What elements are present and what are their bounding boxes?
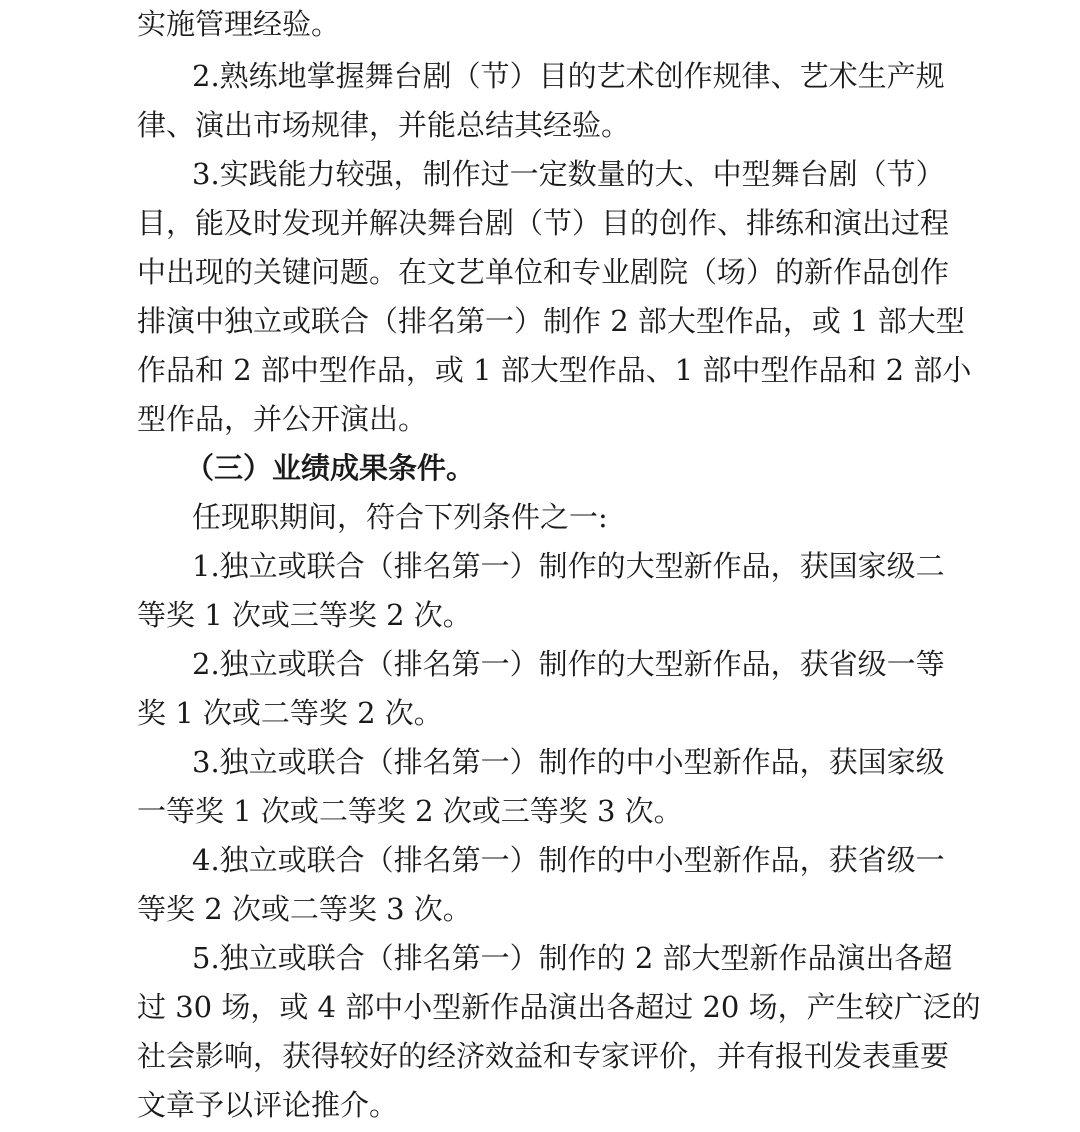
text-line: 等奖 2 次或二等奖 3 次。 [137,892,472,926]
text-line: 实施管理经验。 [137,7,341,41]
text-line: 3.实践能力较强，制作过一定数量的大、中型舞台剧（节） [192,157,945,191]
text-line: 社会影响，获得较好的经济效益和专家评价，并有报刊发表重要 [137,1039,950,1073]
text-line: 一等奖 1 次或二等奖 2 次或三等奖 3 次。 [137,794,683,828]
text-line: 型作品，并公开演出。 [137,402,428,436]
text-line: 4.独立或联合（排名第一）制作的中小型新作品，获省级一 [192,843,945,877]
text-line: 律、演出市场规律，并能总结其经验。 [137,108,631,142]
text-line: 过 30 场，或 4 部中小型新作品演出各超过 20 场，产生较广泛的 [137,990,981,1024]
text-line: 目，能及时发现并解决舞台剧（节）目的创作、排练和演出过程 [137,206,950,240]
text-line: 5.独立或联合（排名第一）制作的 2 部大型新作品演出各超 [192,941,953,975]
text-line: 中出现的关键问题。在文艺单位和专业剧院（场）的新作品创作 [137,255,950,289]
text-line: 1.独立或联合（排名第一）制作的大型新作品，获国家级二 [192,549,945,583]
text-line: 2.独立或联合（排名第一）制作的大型新作品，获省级一等 [192,647,945,681]
text-line: 奖 1 次或二等奖 2 次。 [137,696,443,730]
text-line: 作品和 2 部中型作品，或 1 部大型作品、1 部中型作品和 2 部小 [137,353,972,387]
text-line: 等奖 1 次或三等奖 2 次。 [137,598,472,632]
text-line: 2.熟练地掌握舞台剧（节）目的艺术创作规律、艺术生产规 [192,59,945,93]
section-heading: （三）业绩成果条件。 [185,451,476,485]
text-line: 任现职期间，符合下列条件之一: [192,500,608,534]
text-line: 3.独立或联合（排名第一）制作的中小型新作品，获国家级 [192,745,945,779]
text-line: 文章予以评论推介。 [137,1088,399,1122]
text-line: 排演中独立或联合（排名第一）制作 2 部大型作品，或 1 部大型 [137,304,965,338]
